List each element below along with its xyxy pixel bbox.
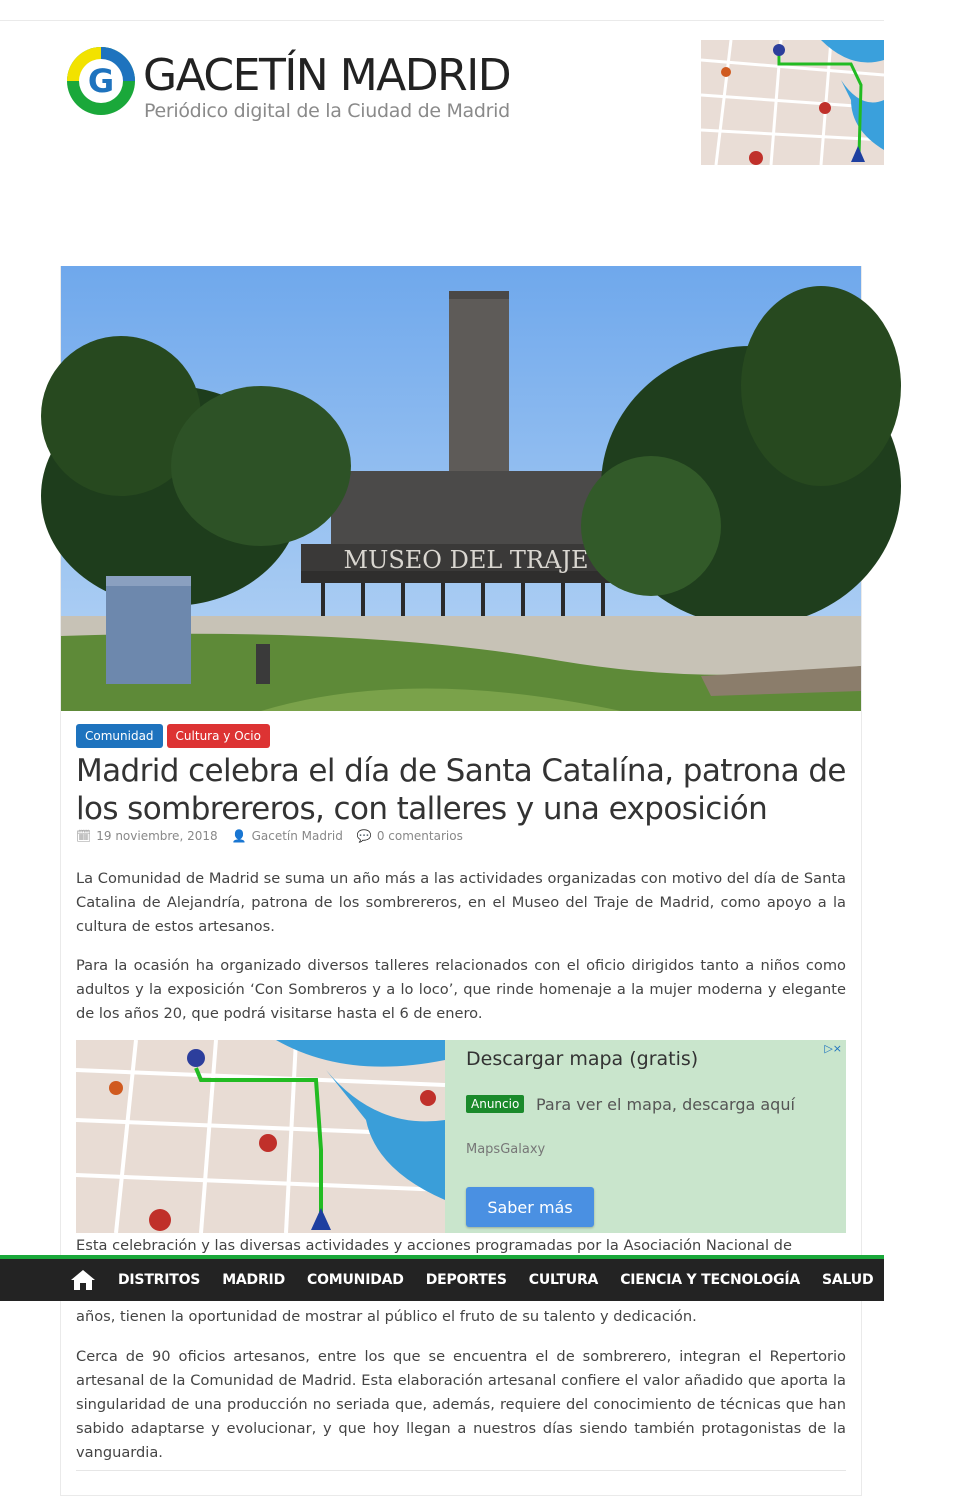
article-paragraph-3: Esta celebración y las diversas actividades y acciones programadas por la Asociación Nacional de: [76, 1237, 792, 1254]
nav-item-cultura[interactable]: CULTURA: [528, 1272, 599, 1288]
ad-map-image[interactable]: [76, 1040, 445, 1233]
nav-item-entrevistas[interactable]: ENTREV: [895, 1272, 956, 1288]
ad-badge: Anuncio: [466, 1095, 524, 1113]
site-tagline: Periódico digital de la Ciudad de Madrid: [144, 100, 510, 122]
ad-map-icon: [76, 1040, 445, 1233]
article-paragraph-4: años, tienen la oportunidad de mostrar al público el fruto de su talento y dedicación.: [76, 1308, 697, 1325]
home-icon[interactable]: [70, 1269, 96, 1291]
site-title[interactable]: GACETÍN MADRID: [143, 50, 511, 101]
comment-icon: 💬: [356, 829, 372, 843]
nav-item-deportes[interactable]: DEPORTES: [425, 1272, 507, 1288]
ad-choices-icon[interactable]: ▷×: [824, 1042, 842, 1055]
article-paragraph-5: Cerca de 90 oficios artesanos, entre los que se encuentra el de sombrerero, integran el Repertorio artesanal de la Comunidad de Madrid. Esta elaboración artesanal confiere el valor añadido que aporta la singularidad de una producción no seriada que, además, requiere del conocimiento de técnicas que han sabido adaptarse y evolucionar, y que hoy llegan a nuestros días siendo también protagonistas de la vanguardia.: [76, 1348, 846, 1461]
article-title[interactable]: Madrid celebra el día de Santa Catalína, patrona de los sombrereros, con talleres y una exposición: [76, 753, 846, 827]
site-logo[interactable]: [66, 46, 136, 116]
article-bottom-divider: [76, 1470, 846, 1471]
ad-subtitle[interactable]: Para ver el mapa, descarga aquí: [536, 1095, 795, 1114]
nav-item-madrid[interactable]: MADRID: [222, 1272, 285, 1288]
main-nav: [0, 1255, 956, 1301]
category-badges: [76, 724, 270, 748]
article-paragraph-2: Para la ocasión ha organizado diversos talleres relacionados con el oficio dirigidos tanto a niños como adultos y la exposición ‘Con Sombreros y a lo loco’, que rinde homenaje a la mujer moderna y elegante de los años 20, que podrá visitarse hasta el 6 de enero.: [76, 957, 846, 1022]
nav-item-distritos[interactable]: DISTRITOS: [118, 1272, 201, 1288]
logo-icon: [66, 46, 136, 116]
header-ad-banner[interactable]: [701, 40, 884, 165]
article-featured-image[interactable]: [61, 266, 861, 711]
ad-brand[interactable]: MapsGalaxy: [466, 1142, 546, 1157]
nav-item-comunidad[interactable]: COMUNIDAD: [307, 1272, 404, 1288]
nav-item-salud[interactable]: SALUD: [822, 1272, 874, 1288]
article-author-text: Gacetín Madrid: [251, 829, 343, 843]
article-date[interactable]: [76, 829, 218, 843]
user-icon: 👤: [231, 829, 247, 843]
logo-letter: G: [87, 62, 115, 100]
article-date-text: 19 noviembre, 2018: [96, 829, 218, 843]
category-badge-comunidad[interactable]: Comunidad: [76, 724, 163, 748]
ad-title[interactable]: Descargar mapa (gratis): [466, 1048, 699, 1070]
ad-cta-button[interactable]: Saber más: [466, 1187, 594, 1227]
category-badge-cultura[interactable]: Cultura y Ocio: [167, 724, 270, 748]
article-paragraph-1: La Comunidad de Madrid se suma un año más a las actividades organizadas con motivo del día de Santa Catalina de Alejandría, patrona de los sombrereros, en el Museo del Traje de Madrid, como apoyo a la cultura de estos artesanos.: [76, 870, 846, 935]
article-comments[interactable]: [357, 829, 463, 843]
museum-photo-icon: [61, 266, 861, 711]
article-meta: [76, 829, 463, 843]
article-comments-text: 0 comentarios: [376, 829, 463, 843]
nav-item-ciencia[interactable]: CIENCIA Y TECNOLOGÍA: [620, 1272, 801, 1288]
map-illustration-icon: [701, 40, 884, 165]
article-author[interactable]: [232, 829, 343, 843]
top-divider: [0, 20, 884, 21]
inline-ad[interactable]: [76, 1040, 846, 1233]
museum-sign-text: MUSEO DEL TRAJE: [343, 546, 589, 574]
calendar-icon: 🗓: [76, 829, 92, 843]
